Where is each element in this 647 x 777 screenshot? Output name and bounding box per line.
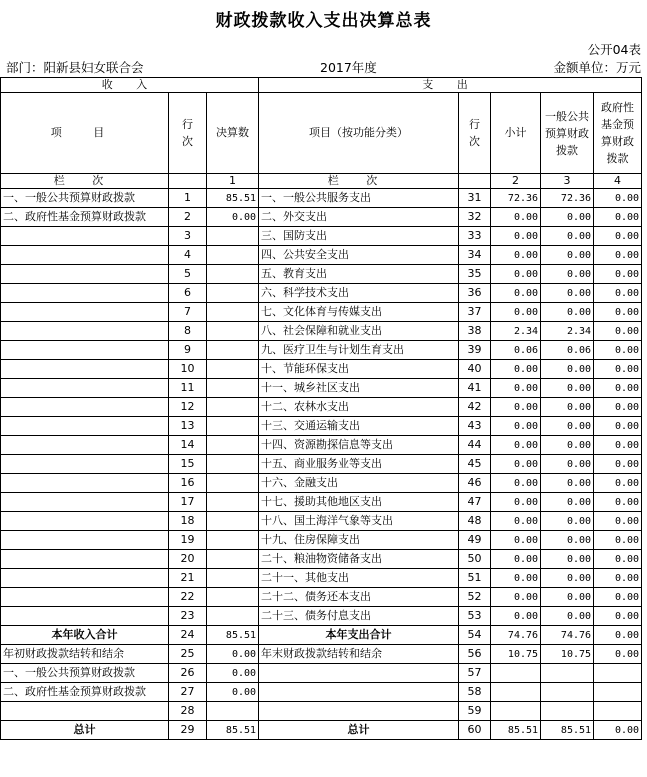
expense-general-budget-cell: 0.00 bbox=[541, 284, 594, 303]
expense-item-cell: 二、外交支出 bbox=[259, 208, 459, 227]
income-amount-cell bbox=[207, 360, 259, 379]
expense-gov-fund-cell: 0.00 bbox=[594, 208, 642, 227]
expense-seq-cell: 39 bbox=[459, 341, 491, 360]
expense-general-budget-cell: 0.00 bbox=[541, 588, 594, 607]
expense-seq-cell: 50 bbox=[459, 550, 491, 569]
expense-item-cell: 十一、城乡社区支出 bbox=[259, 379, 459, 398]
income-seq-cell: 3 bbox=[169, 227, 207, 246]
table-row bbox=[1, 398, 642, 417]
expense-seq-cell: 41 bbox=[459, 379, 491, 398]
income-item-cell bbox=[1, 398, 169, 417]
income-amount-cell bbox=[207, 455, 259, 474]
income-amount-cell bbox=[207, 398, 259, 417]
income-seq-cell: 26 bbox=[169, 664, 207, 683]
table-row bbox=[1, 189, 642, 208]
income-amount-cell: 0.00 bbox=[207, 208, 259, 227]
income-seq-cell: 15 bbox=[169, 455, 207, 474]
income-item-cell bbox=[1, 303, 169, 322]
expense-gov-fund-cell: 0.00 bbox=[594, 246, 642, 265]
expense-seq-cell: 40 bbox=[459, 360, 491, 379]
expense-general-budget-cell: 0.00 bbox=[541, 474, 594, 493]
income-item-cell: 年初财政拨款结转和结余 bbox=[1, 645, 169, 664]
expense-item-cell: 九、医疗卫生与计划生育支出 bbox=[259, 341, 459, 360]
table-row bbox=[1, 379, 642, 398]
expense-item-cell: 七、文化体育与传媒支出 bbox=[259, 303, 459, 322]
expense-seq-cell: 36 bbox=[459, 284, 491, 303]
income-seq-cell: 5 bbox=[169, 265, 207, 284]
finance-table bbox=[0, 77, 642, 740]
expense-subtotal-cell bbox=[491, 683, 541, 702]
table-row bbox=[1, 588, 642, 607]
income-item-cell bbox=[1, 246, 169, 265]
expense-general-budget-cell: 0.00 bbox=[541, 208, 594, 227]
expense-general-budget-cell: 0.00 bbox=[541, 398, 594, 417]
lanci-label-expense: 栏 次 bbox=[259, 174, 459, 189]
expense-subtotal-cell: 0.00 bbox=[491, 208, 541, 227]
expense-gov-fund-cell: 0.00 bbox=[594, 721, 642, 740]
table-row bbox=[1, 227, 642, 246]
expense-gov-fund-cell: 0.00 bbox=[594, 493, 642, 512]
table-row bbox=[1, 683, 642, 702]
gov-fund-header: 政府性基金预算财政拨款 bbox=[594, 93, 642, 174]
table-row bbox=[1, 531, 642, 550]
table-row bbox=[1, 341, 642, 360]
expense-item-cell: 二十一、其他支出 bbox=[259, 569, 459, 588]
expense-general-budget-cell: 0.00 bbox=[541, 493, 594, 512]
table-row bbox=[1, 303, 642, 322]
expense-subtotal-cell: 0.00 bbox=[491, 246, 541, 265]
expense-subtotal-cell: 0.00 bbox=[491, 436, 541, 455]
income-item-cell bbox=[1, 322, 169, 341]
income-amount-cell bbox=[207, 341, 259, 360]
expense-item-cell: 十七、援助其他地区支出 bbox=[259, 493, 459, 512]
income-amount-cell bbox=[207, 227, 259, 246]
income-seq-cell: 27 bbox=[169, 683, 207, 702]
income-amount-cell bbox=[207, 531, 259, 550]
expense-subtotal-cell bbox=[491, 664, 541, 683]
expense-seq-cell: 52 bbox=[459, 588, 491, 607]
table-row bbox=[1, 360, 642, 379]
income-seq-cell: 19 bbox=[169, 531, 207, 550]
income-item-cell bbox=[1, 417, 169, 436]
income-seq-cell: 10 bbox=[169, 360, 207, 379]
expense-item-cell: 三、国防支出 bbox=[259, 227, 459, 246]
expense-gov-fund-cell: 0.00 bbox=[594, 322, 642, 341]
expense-subtotal-cell: 0.00 bbox=[491, 493, 541, 512]
income-seq-cell: 28 bbox=[169, 702, 207, 721]
expense-item-cell bbox=[259, 664, 459, 683]
income-item-cell: 本年收入合计 bbox=[1, 626, 169, 645]
income-amount-cell bbox=[207, 569, 259, 588]
income-amount-cell: 85.51 bbox=[207, 189, 259, 208]
subtotal-header: 小计 bbox=[491, 93, 541, 174]
expense-general-budget-cell bbox=[541, 702, 594, 721]
expense-subtotal-cell: 74.76 bbox=[491, 626, 541, 645]
expense-seq-cell: 48 bbox=[459, 512, 491, 531]
expense-seq-cell: 32 bbox=[459, 208, 491, 227]
expense-seq-cell: 43 bbox=[459, 417, 491, 436]
income-seq-cell: 17 bbox=[169, 493, 207, 512]
expense-item-cell: 二十二、债务还本支出 bbox=[259, 588, 459, 607]
expense-subtotal-cell: 0.00 bbox=[491, 607, 541, 626]
table-row bbox=[1, 322, 642, 341]
income-item-cell bbox=[1, 702, 169, 721]
expense-item-cell: 年末财政拨款结转和结余 bbox=[259, 645, 459, 664]
expense-item-cell: 二十三、债务付息支出 bbox=[259, 607, 459, 626]
income-seq-cell: 7 bbox=[169, 303, 207, 322]
lanci-blank bbox=[169, 174, 207, 189]
expense-gov-fund-cell: 0.00 bbox=[594, 626, 642, 645]
expense-gov-fund-cell: 0.00 bbox=[594, 512, 642, 531]
expense-general-budget-cell: 0.00 bbox=[541, 531, 594, 550]
income-section-header: 收 入 bbox=[1, 78, 259, 93]
expense-general-budget-cell: 0.06 bbox=[541, 341, 594, 360]
income-amount-cell: 0.00 bbox=[207, 683, 259, 702]
expense-item-cell: 本年支出合计 bbox=[259, 626, 459, 645]
expense-subtotal-cell: 0.00 bbox=[491, 379, 541, 398]
income-seq-cell: 14 bbox=[169, 436, 207, 455]
expense-gov-fund-cell: 0.00 bbox=[594, 379, 642, 398]
expense-item-cell: 六、科学技术支出 bbox=[259, 284, 459, 303]
expense-seq-cell: 37 bbox=[459, 303, 491, 322]
item-header: 项 目 bbox=[1, 93, 169, 174]
income-seq-cell: 22 bbox=[169, 588, 207, 607]
table-row bbox=[1, 512, 642, 531]
lanci-blank-expense bbox=[459, 174, 491, 189]
expense-gov-fund-cell: 0.00 bbox=[594, 360, 642, 379]
expense-item-cell bbox=[259, 702, 459, 721]
table-row bbox=[1, 550, 642, 569]
expense-subtotal-cell: 0.00 bbox=[491, 531, 541, 550]
income-seq-cell: 9 bbox=[169, 341, 207, 360]
income-item-cell bbox=[1, 607, 169, 626]
expense-seq-cell: 46 bbox=[459, 474, 491, 493]
expense-seq-cell: 60 bbox=[459, 721, 491, 740]
income-item-cell bbox=[1, 455, 169, 474]
expense-general-budget-cell: 0.00 bbox=[541, 379, 594, 398]
expense-item-cell: 五、教育支出 bbox=[259, 265, 459, 284]
table-row bbox=[1, 436, 642, 455]
expense-seq-cell: 47 bbox=[459, 493, 491, 512]
income-seq-cell: 18 bbox=[169, 512, 207, 531]
expense-gov-fund-cell bbox=[594, 664, 642, 683]
seq-header: 行次 bbox=[169, 93, 207, 174]
income-amount-cell bbox=[207, 284, 259, 303]
income-item-cell: 一、一般公共预算财政拨款 bbox=[1, 664, 169, 683]
expense-seq-cell: 53 bbox=[459, 607, 491, 626]
income-item-cell: 总计 bbox=[1, 721, 169, 740]
income-item-cell bbox=[1, 360, 169, 379]
expense-subtotal-cell: 0.00 bbox=[491, 569, 541, 588]
income-seq-cell: 29 bbox=[169, 721, 207, 740]
income-seq-cell: 24 bbox=[169, 626, 207, 645]
table-row bbox=[1, 645, 642, 664]
income-seq-cell: 13 bbox=[169, 417, 207, 436]
expense-general-budget-cell bbox=[541, 683, 594, 702]
income-seq-cell: 4 bbox=[169, 246, 207, 265]
expense-subtotal-cell: 0.00 bbox=[491, 550, 541, 569]
expense-seq-cell: 35 bbox=[459, 265, 491, 284]
expense-subtotal-cell: 0.00 bbox=[491, 227, 541, 246]
expense-subtotal-cell: 85.51 bbox=[491, 721, 541, 740]
expense-subtotal-cell: 72.36 bbox=[491, 189, 541, 208]
expense-general-budget-cell: 74.76 bbox=[541, 626, 594, 645]
table-row bbox=[1, 265, 642, 284]
expense-gov-fund-cell: 0.00 bbox=[594, 569, 642, 588]
col-3-number: 3 bbox=[541, 174, 594, 189]
income-amount-cell bbox=[207, 607, 259, 626]
income-item-cell: 一、一般公共预算财政拨款 bbox=[1, 189, 169, 208]
income-item-cell bbox=[1, 474, 169, 493]
expense-general-budget-cell: 0.00 bbox=[541, 246, 594, 265]
table-row bbox=[1, 569, 642, 588]
expense-seq-cell: 57 bbox=[459, 664, 491, 683]
income-amount-cell bbox=[207, 322, 259, 341]
income-amount-cell bbox=[207, 702, 259, 721]
table-row bbox=[1, 455, 642, 474]
expense-general-budget-cell: 0.00 bbox=[541, 455, 594, 474]
expense-gov-fund-cell: 0.00 bbox=[594, 265, 642, 284]
income-item-cell bbox=[1, 588, 169, 607]
expense-item-cell: 总计 bbox=[259, 721, 459, 740]
expense-item-cell: 十五、商业服务业等支出 bbox=[259, 455, 459, 474]
expense-item-cell: 十二、农林水支出 bbox=[259, 398, 459, 417]
expense-general-budget-cell: 0.00 bbox=[541, 360, 594, 379]
year-label: 2017年度 bbox=[320, 60, 377, 75]
income-item-cell: 二、政府性基金预算财政拨款 bbox=[1, 683, 169, 702]
expense-general-budget-cell: 0.00 bbox=[541, 512, 594, 531]
expense-general-budget-cell: 0.00 bbox=[541, 569, 594, 588]
expense-gov-fund-cell: 0.00 bbox=[594, 227, 642, 246]
table-row bbox=[1, 474, 642, 493]
table-row bbox=[1, 493, 642, 512]
expense-gov-fund-cell: 0.00 bbox=[594, 550, 642, 569]
expense-seq-cell: 38 bbox=[459, 322, 491, 341]
income-seq-cell: 20 bbox=[169, 550, 207, 569]
income-amount-cell bbox=[207, 493, 259, 512]
income-item-cell bbox=[1, 531, 169, 550]
income-item-cell: 二、政府性基金预算财政拨款 bbox=[1, 208, 169, 227]
expense-subtotal-cell bbox=[491, 702, 541, 721]
table-row bbox=[1, 721, 642, 740]
expense-item-cell: 十四、资源勘探信息等支出 bbox=[259, 436, 459, 455]
expense-subtotal-cell: 0.00 bbox=[491, 265, 541, 284]
col-4-number: 4 bbox=[594, 174, 642, 189]
expense-seq-cell: 44 bbox=[459, 436, 491, 455]
expense-gov-fund-cell: 0.00 bbox=[594, 474, 642, 493]
expense-seq-cell: 33 bbox=[459, 227, 491, 246]
col-2-number: 2 bbox=[491, 174, 541, 189]
report-title: 财政拨款收入支出决算总表 bbox=[215, 11, 432, 31]
lanci-label: 栏 次 bbox=[1, 174, 169, 189]
expense-subtotal-cell: 10.75 bbox=[491, 645, 541, 664]
income-amount-cell: 0.00 bbox=[207, 645, 259, 664]
expense-general-budget-cell: 0.00 bbox=[541, 417, 594, 436]
item-by-function-header: 项目（按功能分类） bbox=[259, 93, 459, 174]
income-seq-cell: 25 bbox=[169, 645, 207, 664]
income-seq-cell: 12 bbox=[169, 398, 207, 417]
income-amount-cell bbox=[207, 417, 259, 436]
expense-subtotal-cell: 0.00 bbox=[491, 360, 541, 379]
income-amount-cell: 85.51 bbox=[207, 626, 259, 645]
income-amount-cell bbox=[207, 303, 259, 322]
income-item-cell bbox=[1, 512, 169, 531]
expense-seq-header: 行次 bbox=[459, 93, 491, 174]
income-amount-cell bbox=[207, 379, 259, 398]
income-seq-cell: 21 bbox=[169, 569, 207, 588]
expense-general-budget-cell: 0.00 bbox=[541, 303, 594, 322]
expense-seq-cell: 34 bbox=[459, 246, 491, 265]
income-seq-cell: 23 bbox=[169, 607, 207, 626]
income-item-cell bbox=[1, 569, 169, 588]
expense-gov-fund-cell: 0.00 bbox=[594, 284, 642, 303]
expense-subtotal-cell: 0.00 bbox=[491, 417, 541, 436]
form-code: 公开04表 bbox=[587, 42, 641, 57]
expense-gov-fund-cell: 0.00 bbox=[594, 531, 642, 550]
expense-gov-fund-cell: 0.00 bbox=[594, 303, 642, 322]
expense-general-budget-cell: 0.00 bbox=[541, 550, 594, 569]
expense-general-budget-cell: 72.36 bbox=[541, 189, 594, 208]
expense-subtotal-cell: 0.06 bbox=[491, 341, 541, 360]
income-amount-cell: 85.51 bbox=[207, 721, 259, 740]
col-1-number: 1 bbox=[207, 174, 259, 189]
expense-gov-fund-cell: 0.00 bbox=[594, 398, 642, 417]
expense-item-cell: 二十、粮油物资储备支出 bbox=[259, 550, 459, 569]
expense-general-budget-cell: 2.34 bbox=[541, 322, 594, 341]
expense-item-cell: 一、一般公共服务支出 bbox=[259, 189, 459, 208]
expense-gov-fund-cell bbox=[594, 702, 642, 721]
general-budget-header: 一般公共预算财政拨款 bbox=[541, 93, 594, 174]
income-amount-cell bbox=[207, 265, 259, 284]
table-row bbox=[1, 607, 642, 626]
income-item-cell bbox=[1, 436, 169, 455]
final-amount-header: 决算数 bbox=[207, 93, 259, 174]
income-item-cell bbox=[1, 341, 169, 360]
expense-section-header: 支 出 bbox=[259, 78, 642, 93]
expense-gov-fund-cell: 0.00 bbox=[594, 607, 642, 626]
income-seq-cell: 11 bbox=[169, 379, 207, 398]
expense-subtotal-cell: 0.00 bbox=[491, 512, 541, 531]
table-row bbox=[1, 626, 642, 645]
income-seq-cell: 2 bbox=[169, 208, 207, 227]
expense-general-budget-cell bbox=[541, 664, 594, 683]
income-amount-cell bbox=[207, 246, 259, 265]
expense-item-cell: 十、节能环保支出 bbox=[259, 360, 459, 379]
expense-item-cell: 十三、交通运输支出 bbox=[259, 417, 459, 436]
income-item-cell bbox=[1, 227, 169, 246]
expense-gov-fund-cell: 0.00 bbox=[594, 455, 642, 474]
expense-item-cell bbox=[259, 683, 459, 702]
expense-general-budget-cell: 0.00 bbox=[541, 265, 594, 284]
unit-label: 金额单位：万元 bbox=[553, 60, 641, 75]
expense-item-cell: 十六、金融支出 bbox=[259, 474, 459, 493]
expense-subtotal-cell: 0.00 bbox=[491, 284, 541, 303]
income-seq-cell: 16 bbox=[169, 474, 207, 493]
income-seq-cell: 6 bbox=[169, 284, 207, 303]
expense-seq-cell: 42 bbox=[459, 398, 491, 417]
expense-seq-cell: 59 bbox=[459, 702, 491, 721]
income-amount-cell bbox=[207, 512, 259, 531]
income-amount-cell bbox=[207, 436, 259, 455]
expense-seq-cell: 51 bbox=[459, 569, 491, 588]
income-seq-cell: 1 bbox=[169, 189, 207, 208]
expense-general-budget-cell: 0.00 bbox=[541, 607, 594, 626]
income-seq-cell: 8 bbox=[169, 322, 207, 341]
expense-general-budget-cell: 0.00 bbox=[541, 227, 594, 246]
expense-gov-fund-cell: 0.00 bbox=[594, 436, 642, 455]
income-amount-cell: 0.00 bbox=[207, 664, 259, 683]
income-item-cell bbox=[1, 379, 169, 398]
expense-item-cell: 八、社会保障和就业支出 bbox=[259, 322, 459, 341]
expense-seq-cell: 58 bbox=[459, 683, 491, 702]
expense-gov-fund-cell: 0.00 bbox=[594, 588, 642, 607]
expense-general-budget-cell: 0.00 bbox=[541, 436, 594, 455]
expense-seq-cell: 56 bbox=[459, 645, 491, 664]
expense-seq-cell: 54 bbox=[459, 626, 491, 645]
expense-seq-cell: 31 bbox=[459, 189, 491, 208]
expense-subtotal-cell: 0.00 bbox=[491, 398, 541, 417]
expense-gov-fund-cell: 0.00 bbox=[594, 417, 642, 436]
expense-item-cell: 十八、国土海洋气象等支出 bbox=[259, 512, 459, 531]
expense-gov-fund-cell: 0.00 bbox=[594, 189, 642, 208]
expense-gov-fund-cell: 0.00 bbox=[594, 341, 642, 360]
income-item-cell bbox=[1, 493, 169, 512]
expense-subtotal-cell: 0.00 bbox=[491, 303, 541, 322]
table-row bbox=[1, 664, 642, 683]
income-item-cell bbox=[1, 265, 169, 284]
department-label: 部门：阳新县妇女联合会 bbox=[6, 60, 144, 75]
expense-subtotal-cell: 0.00 bbox=[491, 455, 541, 474]
expense-item-cell: 十九、住房保障支出 bbox=[259, 531, 459, 550]
income-amount-cell bbox=[207, 550, 259, 569]
expense-gov-fund-cell: 0.00 bbox=[594, 645, 642, 664]
expense-seq-cell: 49 bbox=[459, 531, 491, 550]
expense-gov-fund-cell bbox=[594, 683, 642, 702]
income-item-cell bbox=[1, 284, 169, 303]
expense-subtotal-cell: 0.00 bbox=[491, 474, 541, 493]
table-row bbox=[1, 284, 642, 303]
table-row bbox=[1, 702, 642, 721]
expense-general-budget-cell: 85.51 bbox=[541, 721, 594, 740]
table-row bbox=[1, 417, 642, 436]
expense-seq-cell: 45 bbox=[459, 455, 491, 474]
expense-item-cell: 四、公共安全支出 bbox=[259, 246, 459, 265]
table-row bbox=[1, 208, 642, 227]
expense-subtotal-cell: 0.00 bbox=[491, 588, 541, 607]
income-item-cell bbox=[1, 550, 169, 569]
table-row bbox=[1, 246, 642, 265]
income-amount-cell bbox=[207, 474, 259, 493]
expense-general-budget-cell: 10.75 bbox=[541, 645, 594, 664]
income-amount-cell bbox=[207, 588, 259, 607]
expense-subtotal-cell: 2.34 bbox=[491, 322, 541, 341]
